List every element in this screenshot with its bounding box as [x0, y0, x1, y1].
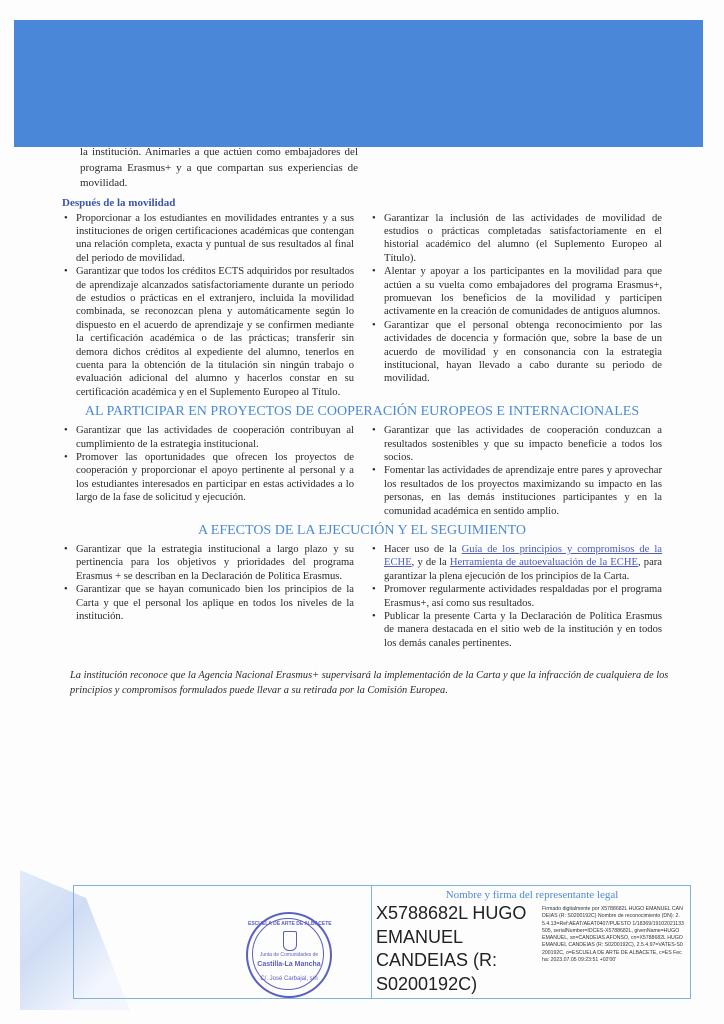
cooperation-heading: AL PARTICIPAR EN PROYECTOS DE COOPERACIÓN EUROPEOS E INTERNACIONALES	[84, 404, 640, 420]
signature-box	[73, 885, 691, 999]
cooperation-right-list	[370, 424, 662, 518]
item-text: Hacer uso de la	[384, 544, 462, 556]
list-item: • Garantizar que se hayan comunicado bien los principios de la Carta y que el personal los aplique en todos los niveles de la institución.	[62, 583, 354, 623]
implementation-left-list	[62, 543, 354, 623]
after-mobility-right-list	[370, 212, 662, 386]
eche-self-assessment-link[interactable]: Herramienta de autoevaluación de la ECHE	[449, 557, 638, 569]
list-item: • Promover las oportunidades que ofrecen los proyectos de cooperación y proporcionar el apoyo pertinente al personal y a los estudiantes interesados en participar en estas actividades a lo largo de la fase de solicitud y ejecución.	[62, 451, 354, 505]
closing-statement: La institución reconoce que la Agencia Nacional Erasmus+ supervisará la implementación de la Carta y que la infracción de cualquiera de los principios y compromisos formulados puede llevar a su retirada por la Comisión Europea.	[70, 670, 669, 697]
list-item: • Garantizar que la estrategia institucional a largo plazo y su pertinencia para los objetivos y prioridades del programa Erasmus + se describan en la Declaración de Política Erasmus.	[62, 543, 354, 583]
crest-icon	[283, 931, 297, 951]
list-item: • Proporcionar a los estudiantes en movilidades entrantes y a sus instituciones de origen certificaciones académicas que contengan una relación completa, exacta y puntual de sus resultados al final del periodo de movilidad.	[62, 212, 354, 266]
signature-heading: Nombre y firma del representante legal	[445, 889, 619, 901]
implementation-columns	[62, 543, 662, 650]
document-body	[62, 145, 669, 698]
list-item: • Garantizar la inclusión de las actividades de movilidad de estudios o prácticas completadas satisfactoriamente en el historial académico del alumno (el Suplemento Europeo al Título).	[370, 212, 662, 266]
signature-divider	[371, 886, 372, 998]
list-item: • Promover regularmente actividades respaldadas por el programa Erasmus+, así como sus resultados.	[370, 583, 662, 610]
header-banner	[14, 20, 703, 147]
digital-signature-details: Firmado digitalmente por X5788682L HUGO EMANUEL CANDEIAS (R: S0200192C) Nombre de reconocimiento (DN): 2.5.4.13=Ref:AEAT/AEAT0407/PUESTO 1/18369/19102021133505, serialNumber=IDCES-X5788682L, givenName=HUGO EMANUEL, sn=CANDEIAS AFONSO, cn=X5788682L HUGO EMANUEL CANDEIAS (R: S0200192C), 2.5.4.97=VATES-S0200192C, o=ESCUELA DE ARTE DE ALBACETE, c=ES Fecha: 2023.07.05 09:23:51 +02'00'	[542, 906, 684, 964]
item-text: , y de la	[411, 557, 450, 569]
eche-guide-link[interactable]: Guía de los principios y compromisos de la ECHE	[384, 544, 663, 569]
list-item: • Garantizar que todos los créditos ECTS adquiridos por resultados de aprendizaje alcanzados satisfactoriamente durante un periodo de estudios o prácticas en el extranjero, incluida la movilidad combinada, se reconozcan plena y automáticamente según lo dispuesto en el acuerdo de aprendizaje y se confirmen mediante la certificación académica o de las prácticas; transferir sin demora dichos créditos al expediente del alumno, tenerlos en cuenta para la obtención de la titulación sin ningún trabajo o evaluación adicional del alumno y hacerlos constar en su certificación académica y en el Suplemento Europeo al Título.	[62, 265, 354, 399]
implementation-right-list	[370, 543, 662, 650]
after-mobility-columns	[62, 212, 662, 400]
list-item: • Alentar y apoyar a los participantes en la movilidad para que actúen a su vuelta como embajadores del programa Erasmus+, promuevan los beneficios de la movilidad y participen activamente en la creación de comunidades de antiguos alumnos.	[370, 265, 662, 319]
cooperation-left-list	[62, 424, 354, 504]
institution-stamp	[246, 912, 332, 998]
list-item: • Garantizar que las actividades de cooperación contribuyan al cumplimiento de la estrategia institucional.	[62, 424, 354, 451]
list-item: • Publicar la presente Carta y la Declaración de Política Erasmus de manera destacada en el sitio web de la institución y en todos los demás canales pertinentes.	[370, 610, 662, 650]
list-item: • Fomentar las actividades de aprendizaje entre pares y aprovechar los resultados de los proyectos maximizando su impacto en las personas, en las demás instituciones participantes y en la comunidad académica en sentido amplio.	[370, 464, 662, 518]
signer-name: X5788682L HUGO EMANUEL CANDEIAS (R: S0200192C)	[376, 903, 527, 994]
after-mobility-left-list	[62, 212, 354, 400]
implementation-heading: A EFECTOS DE LA EJECUCIÓN Y EL SEGUIMIENTO	[197, 523, 527, 539]
stamp-inner-small: Junta de Comunidades de	[259, 952, 319, 958]
list-item	[370, 543, 662, 583]
intro-paragraph: la institución. Animarles a que actúen como embajadores del programa Erasmus+ y a que compartan sus experiencias de movilidad.	[80, 146, 358, 189]
after-mobility-heading: Después de la movilidad	[62, 196, 176, 209]
stamp-inner-large: Castilla-La Mancha	[257, 961, 321, 968]
stamp-bottom-text: C/. José Carbajal, s/n	[260, 976, 318, 982]
cooperation-columns	[62, 424, 662, 518]
list-item: • Garantizar que las actividades de cooperación conduzcan a resultados sostenibles y que su impacto beneficie a todos los socios.	[370, 424, 662, 464]
list-item: • Garantizar que el personal obtenga reconocimiento por las actividades de docencia y formación que, sobre la base de un acuerdo de movilidad y en consonancia con la estrategia institucional, hayan llevado a cabo durante su periodo de movilidad.	[370, 319, 662, 386]
stamp-outer-text: ESCUELA DE ARTE DE ALBACETE	[248, 921, 332, 927]
item-text: , para garantizar la plena ejecución de los principios de la Carta.	[384, 557, 662, 582]
